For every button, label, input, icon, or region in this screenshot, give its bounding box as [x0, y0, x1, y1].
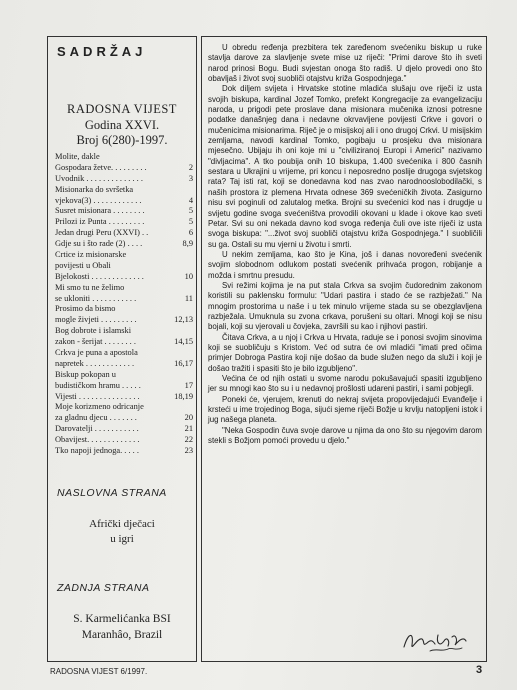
article-paragraph: U nekim zemljama, kao što je Kina, još i danas novoređeni svećenik svojim slobodnom odlukom postati svećenik prihvaća progon, robijanje a možda i smrtnu presudu. [208, 249, 482, 280]
article-paragraph: Svi režimi kojima je na put stala Crkva sa svojim čudorednim zakonom koristili su paklensku formulu: "Udari pastira i stado će se razbježati." Na mnogim prostorima u naše i u tek minulo vrijeme stada su se obezglavljena razbježala. Umuknula su zvona crkava, porušeni su oltari. Mnogi koji se nisu bojali, koji su vjerovali u čovjeka, završili su kao i njihovi pastiri. [208, 280, 482, 332]
contents-heading: SADRŽAJ [57, 44, 147, 59]
toc-entry-title: Bjelokosti . . . . . . . . . . . . . [55, 271, 144, 281]
toc-entry-title: Vijesti . . . . . . . . . . . . . . . [55, 391, 140, 401]
toc-entry [55, 402, 193, 413]
toc-entry-page: 12,13 [174, 315, 193, 325]
cover-label: NASLOVNA STRANA [57, 487, 167, 499]
toc-entry [55, 283, 193, 294]
toc-entry-title: Prosimo da bismo [55, 304, 116, 314]
toc-entry-title: Tko napoji jednoga. . . . . [55, 446, 139, 456]
toc-entry-title: Uvodnik . . . . . . . . . . . . . . [55, 173, 143, 183]
toc-entry [55, 381, 193, 392]
toc-entry-page: 20 [184, 413, 193, 423]
article-paragraph: Čitava Crkva, a u njoj i Crkva u Hrvata, raduje se i ponosi svojim sinovima koji se suobličuju s Kristom. Već od sutra će ovi mladići "imati pred očima primjer Dobroga Pastira koji nije došao da bude služen nego da služi i koji je došao tražiti i spasiti što je bilo izgubljeno". [208, 332, 482, 373]
toc-entry-page: 17 [184, 380, 193, 390]
toc-entry-title: Crkva je puna a apostola [55, 348, 138, 358]
toc-entry [55, 163, 193, 174]
toc-entry-title: Molite, dakle [55, 152, 100, 161]
toc-entry-title: Susret misionara . . . . . . . . [55, 206, 145, 216]
toc-entry [55, 261, 193, 272]
toc-entry [55, 174, 193, 185]
toc-entry-page: 21 [184, 424, 193, 434]
footer-issue: RADOSNA VIJEST 6/1997. [50, 667, 148, 676]
toc-entry-title: povijesti u Obali [55, 260, 111, 270]
toc-entry-page: 6 [188, 228, 193, 238]
toc-entry [55, 272, 193, 283]
toc-entry [55, 304, 193, 315]
toc-entry-title: napretek . . . . . . . . . . . . [55, 358, 135, 368]
toc-entry-title: Jedan drugi Peru (XXVI) . . [55, 228, 149, 238]
toc-entry [55, 337, 193, 348]
toc-entry [55, 206, 193, 217]
toc-entry-page: 5 [188, 206, 193, 216]
toc-entry [55, 348, 193, 359]
toc-entry-title: Gospodara žetve. . . . . . . . . [55, 162, 147, 172]
contents-list [55, 152, 193, 457]
toc-entry [55, 294, 193, 305]
toc-entry-title: zakon - šerijat . . . . . . . . [55, 337, 136, 347]
article-paragraph: Poneki će, vjerujem, krenuti do nekraj svijeta propovijedajući Evanđelje i krsteći u ime trojedinog Boga, sijući sjeme riječi Božje u krvlju natopljeni istok i jug našega planeta. [208, 394, 482, 425]
toc-entry [55, 446, 193, 457]
toc-entry [55, 370, 193, 381]
toc-entry [55, 250, 193, 261]
toc-entry-page: 5 [188, 217, 193, 227]
back-cover-caption-line1: S. Karmelićanka BSI [73, 613, 171, 625]
toc-entry [55, 196, 193, 207]
toc-entry-page: 18,19 [174, 391, 193, 401]
toc-entry-page: 8,9 [182, 239, 193, 249]
back-cover-label: ZADNJA STRANA [57, 582, 150, 594]
toc-entry-page: 11 [184, 293, 193, 303]
toc-entry-title: Moje korizmeno odricanje [55, 402, 144, 412]
toc-entry [55, 217, 193, 228]
toc-entry-title: Obavijest. . . . . . . . . . . . . [55, 435, 140, 445]
toc-entry-page: 23 [184, 446, 193, 456]
toc-entry-title: Darovatelji . . . . . . . . . . . [55, 424, 139, 434]
toc-entry-page: 16,17 [174, 358, 193, 368]
handwritten-signature [400, 627, 480, 655]
toc-entry-title: Biskup pokopan u [55, 369, 116, 379]
toc-entry-title: Gdje su i što rade (2) . . . . [55, 239, 143, 249]
toc-entry-title: za gladnu djecu . . . . . . . [55, 413, 137, 423]
article-paragraph: U obredu ređenja prezbitera tek zaređenom svećeniku biskup u ruke stavlja darove za slavljenje svete mise uz riječi: "Primi darove što ih sveti narod prinosi Bogu. Budi svjestan onoga što radiš. U djelo provedi ono što obavljaš i život svoj suobliči otajstvu križa Gospodnjega." [208, 43, 482, 84]
toc-entry-title: Misionarka do svršetka [55, 184, 134, 194]
toc-entry-page: 22 [184, 435, 193, 445]
cover-caption-line2: u igri [110, 533, 134, 545]
toc-entry-title: se ukloniti . . . . . . . . . . . [55, 293, 137, 303]
toc-entry-title: Bog dobrote i islamski [55, 326, 132, 336]
toc-entry [55, 315, 193, 326]
toc-entry-page: 10 [184, 271, 193, 281]
toc-entry [55, 424, 193, 435]
toc-entry-page: 4 [188, 195, 193, 205]
toc-entry-title: Mi smo tu ne želimo [55, 282, 125, 292]
toc-entry [55, 326, 193, 337]
toc-entry-title: vjekova(3) . . . . . . . . . . . . [55, 195, 142, 205]
toc-entry-page: 2 [188, 162, 193, 172]
article-paragraph: Dok diljem svijeta i Hrvatske stotine mladića slušaju ove riječi iz usta svojih biskupa, kardinal Jozef Tomko, prefekt Kongregacije za evangelizaciju naroda, u prigodi pete proslave dana misionara mučenika iznosi potresne podatke današnjeg dana i nedavne okrvavljene povijesti Crkve i govori o mučenicima misionarima. Riječ je o misijskoj ali i ono drugoj Crkvi. U misijskim zemljama, navodi kardinal Tomko, pogibaju u prosjeku dva misionara mjesečno. Ubijaju ih oni koje mi u "civiliziranoj Europi i Americi" nazivamo "divljacima". A tko poubija onih 10 biskupa, 1.400 svećenika i 800 časnih sestara u Ukrajini u vrijeme, pri koncu i neposredno poslije drugoga svjetskog rata? Taj isti rat, koji se donedavna kod nas zvao narodnooslobodilački, s naših prostora iz plemena Hrvata odnese 369 svećeničkih života. Zasigurno nisu svi poginuli od zalutalog metka. Brojni su svećenici kod nas i drugdje u svijetu godine svoga svećeništva provodili okovani u klade i okove kao sveti Petar. Svi su oni nekada davno kod svoga ređenja čuli ove iste riječi iz usta svoga biskupa: "...život svoj suobliči otajstvu križa Gospodnjega." I suobličili su ga. Ostali su mu vjerni u životu i smrti. [208, 84, 482, 249]
toc-entry [55, 413, 193, 424]
toc-entry [55, 152, 193, 163]
toc-entry-title: Crtice iz misionarske [55, 250, 127, 260]
toc-entry-title: mogle živjeti . . . . . . . . . [55, 315, 137, 325]
back-cover-caption-line2: Maranhâo, Brazil [81, 629, 163, 641]
masthead-issue: Broj 6(280)-1997. [76, 133, 168, 147]
masthead-year: Godina XXVI. [84, 118, 160, 132]
page-number: 3 [476, 664, 483, 676]
toc-entry [55, 239, 193, 250]
toc-entry-title: budističkom hramu . . . . . [55, 380, 141, 390]
toc-entry-page: 3 [188, 173, 193, 183]
editorial-article [208, 43, 482, 446]
article-paragraph: "Neka Gospodin čuva svoje darove u njima da ono što su njegovim darom stekli s Božjom pomoći provedu u djelo." [208, 425, 482, 446]
toc-entry [55, 392, 193, 403]
article-paragraph: Većina će od njih ostati u svome narodu pokušavajući spasiti izgubljeno jer su mnogi kao što su i u nedavnoj prošlosti udareni pastiri, i sami pobjegli. [208, 374, 482, 394]
toc-entry [55, 359, 193, 370]
toc-entry [55, 435, 193, 446]
masthead-title: RADOSNA VIJEST [67, 102, 177, 116]
toc-entry-page: 14,15 [174, 337, 193, 347]
toc-entry-title: Prilozi iz Punta . . . . . . . . . [55, 217, 145, 227]
cover-caption-line1: Afrički dječaci [89, 518, 155, 530]
toc-entry [55, 185, 193, 196]
toc-entry [55, 228, 193, 239]
